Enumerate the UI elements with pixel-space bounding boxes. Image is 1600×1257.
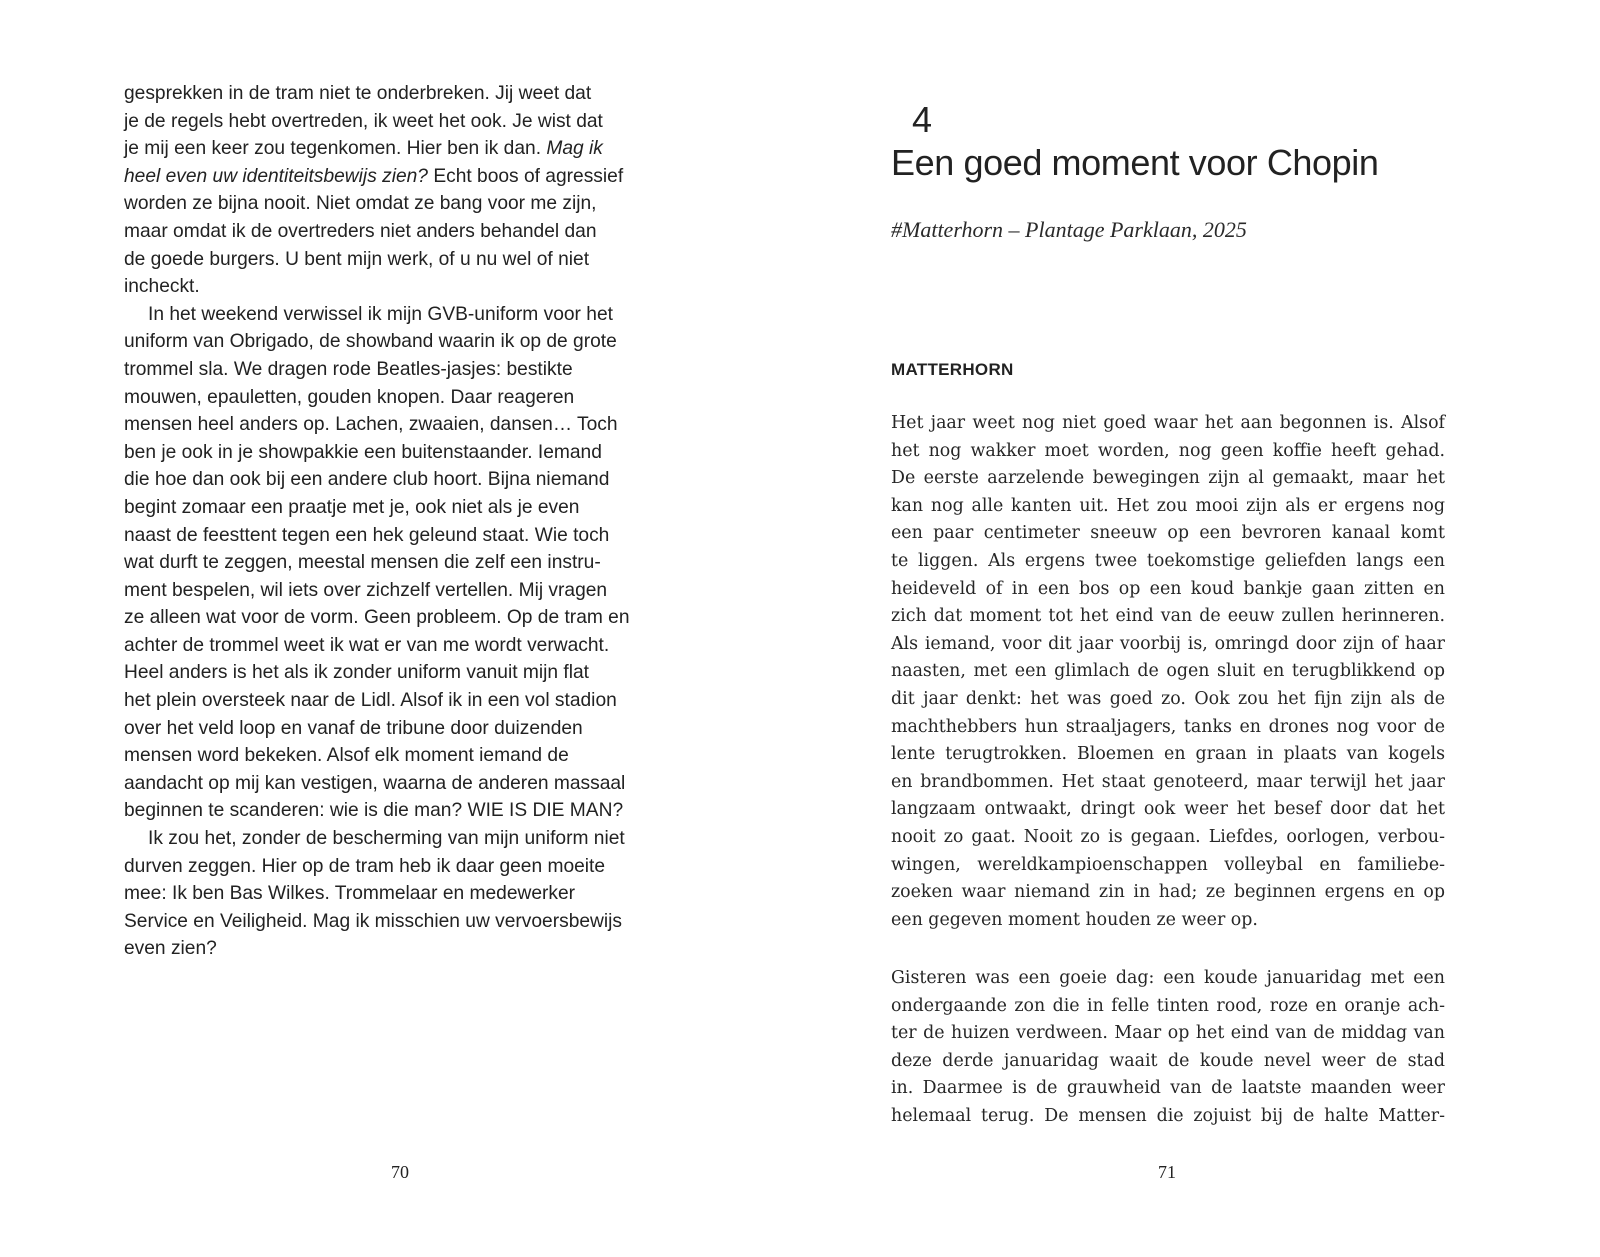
text-line: het nog wakker moet worden, nog geen koffie heeft gehad.: [891, 440, 1445, 461]
text-line: Heel anders is het als ik zonder uniform vanuit mijn flat: [124, 662, 589, 684]
text-line: naasten, met een glimlach de ogen sluit en terugblikkend op: [891, 661, 1445, 682]
text-line: In het weekend verwissel ik mijn GVB-uniform voor het: [148, 303, 613, 325]
section-heading: MATTERHORN: [891, 360, 1014, 379]
italic-text: Mag ik: [546, 138, 603, 160]
text-line: ter de huizen verdween. Maar op het eind van de middag van: [891, 1023, 1445, 1044]
text-line: mouwen, epauletten, gouden knopen. Daar reageren: [124, 386, 575, 408]
text-line: het plein oversteek naar de Lidl. Alsof ik in een vol stadion: [124, 690, 617, 712]
text-line: wingen, wereldkampioenschappen volleybal en familiebe-: [891, 854, 1445, 875]
text-line: zoeken waar niemand zin in had; ze beginnen ergens en op: [891, 882, 1445, 903]
text-line: heel even uw identiteitsbewijs zien? Echt boos of agressief: [124, 165, 624, 187]
text-line: gesprekken in de tram niet te onderbreken. Jij weet dat: [124, 83, 592, 104]
text-line: incheckt.: [124, 276, 200, 298]
chapter-title: Een goed moment voor Chopin: [891, 142, 1379, 183]
text-line: worden ze bijna nooit. Niet omdat ze bang voor me zijn,: [124, 193, 597, 215]
text-line: zich dat moment tot het eind van de eeuw zullen herinneren.: [891, 606, 1445, 627]
text-line: begint zomaar een praatje met je, ook niet als je even: [124, 496, 580, 518]
text-line: helemaal terug. De mensen die zojuist bij de halte Matter-: [891, 1105, 1445, 1126]
page-number-left: 70: [391, 1162, 409, 1182]
text-line: ben je ook in je showpakkie een buitenstaander. Iemand: [124, 441, 602, 463]
left-page-body: [124, 80, 664, 963]
text-line: langzaam ontwaakt, dringt ook weer het besef door dat het: [891, 799, 1445, 820]
text-line: mensen heel anders op. Lachen, zwaaien, dansen… Toch: [124, 414, 618, 436]
page-number-right: 71: [1158, 1162, 1176, 1182]
text-line: een paar centimeter sneeuw op een bevroren kanaal komt: [891, 523, 1445, 544]
paragraph-2: [891, 965, 1445, 1131]
text-line: deze derde januaridag waait de koude nevel weer de stad: [891, 1050, 1445, 1071]
text-line: mensen word bekeken. Alsof elk moment iemand de: [124, 745, 569, 767]
text-line: Service en Veiligheid. Mag ik misschien uw vervoersbewijs: [124, 910, 623, 932]
text-line: over het veld loop en vanaf de tribune door duizenden: [124, 717, 583, 739]
right-page: [800, 0, 1600, 1257]
chapter-subtitle: #Matterhorn – Plantage Parklaan, 2025: [891, 217, 1247, 242]
text-line: Het jaar weet nog niet goed waar het aan begonnen is. Alsof: [891, 413, 1445, 433]
text-line: uniform van Obrigado, de showband waarin ik op de grote: [124, 331, 617, 353]
text-line: lente terugtrokken. Bloemen en graan in plaats van kogels: [891, 744, 1445, 765]
text-line: in. Daarmee is de grauwheid van de laatste maanden weer: [891, 1078, 1445, 1099]
text-line: Ik zou het, zonder de bescherming van mijn uniform niet: [148, 828, 625, 850]
text-line: je de regels hebt overtreden, ik weet het ook. Je wist dat: [124, 110, 603, 132]
text-line: machthebbers hun straaljagers, tanks en drones nog voor de: [891, 716, 1445, 737]
text-line: je mij een keer zou tegenkomen. Hier ben ik dan. Mag ik: [124, 138, 603, 160]
chapter-number: 4: [912, 99, 933, 140]
text-line: te liggen. Als ergens twee toekomstige geliefden langs een: [891, 550, 1445, 571]
text-line: De eerste aarzelende bewegingen zijn al gemaakt, maar het: [891, 468, 1445, 489]
text-line: ze alleen wat voor de vorm. Geen probleem. Op de tram en: [124, 607, 630, 629]
text-line: wat durft te zeggen, meestal mensen die zelf een instru-: [124, 552, 601, 574]
text-line: een gegeven moment houden ze weer op.: [891, 909, 1258, 930]
text-line: kan nog alle kanten uit. Het zou mooi zijn als er ergens nog: [891, 495, 1445, 516]
text-line: trommel sla. We dragen rode Beatles-jasjes: bestikte: [124, 358, 573, 380]
text-line: naast de feesttent tegen een hek geleund staat. Wie toch: [124, 524, 610, 546]
text-line: beginnen te scanderen: wie is die man? WIE IS DIE MAN?: [124, 800, 624, 822]
text-line: mee: Ik ben Bas Wilkes. Trommelaar en medewerker: [124, 883, 576, 905]
text-line: de goede burgers. U bent mijn werk, of u nu wel of niet: [124, 248, 590, 270]
text-line: ondergaande zon die in felle tinten rood, roze en oranje ach-: [891, 995, 1445, 1016]
text-line: aandacht op mij kan vestigen, waarna de anderen massaal: [124, 772, 626, 794]
text-line: achter de trommel weet ik wat er van me wordt verwacht.: [124, 634, 610, 656]
italic-text: heel even uw identiteitsbewijs zien?: [124, 165, 428, 187]
paragraph-1: [891, 410, 1445, 934]
text-line: durven zeggen. Hier op de tram heb ik daar geen moeite: [124, 855, 606, 877]
text-line: even zien?: [124, 938, 217, 960]
text-line: Als iemand, voor dit jaar voorbij is, omringd door zijn of haar: [891, 633, 1445, 654]
text-line: maar omdat ik de overtreders niet anders behandel dan: [124, 220, 597, 242]
text-line: heideveld of in een bos op een koud bankje gaan zitten en: [891, 578, 1445, 599]
text-line: die hoe dan ook bij een andere club hoort. Bijna niemand: [124, 469, 610, 491]
text-line: dit jaar denkt: het was goed zo. Ook zou het fijn zijn als de: [891, 688, 1445, 709]
text-line: nooit zo gaat. Nooit zo is gegaan. Liefdes, oorlogen, verbou-: [891, 826, 1445, 847]
text-line: Gisteren was een goeie dag: een koude januaridag met een: [891, 968, 1445, 988]
text-line: ment bespelen, wil iets over zichzelf vertellen. Mij vragen: [124, 579, 608, 601]
text-line: en brandbommen. Het staat genoteerd, maar terwijl het jaar: [891, 771, 1445, 792]
